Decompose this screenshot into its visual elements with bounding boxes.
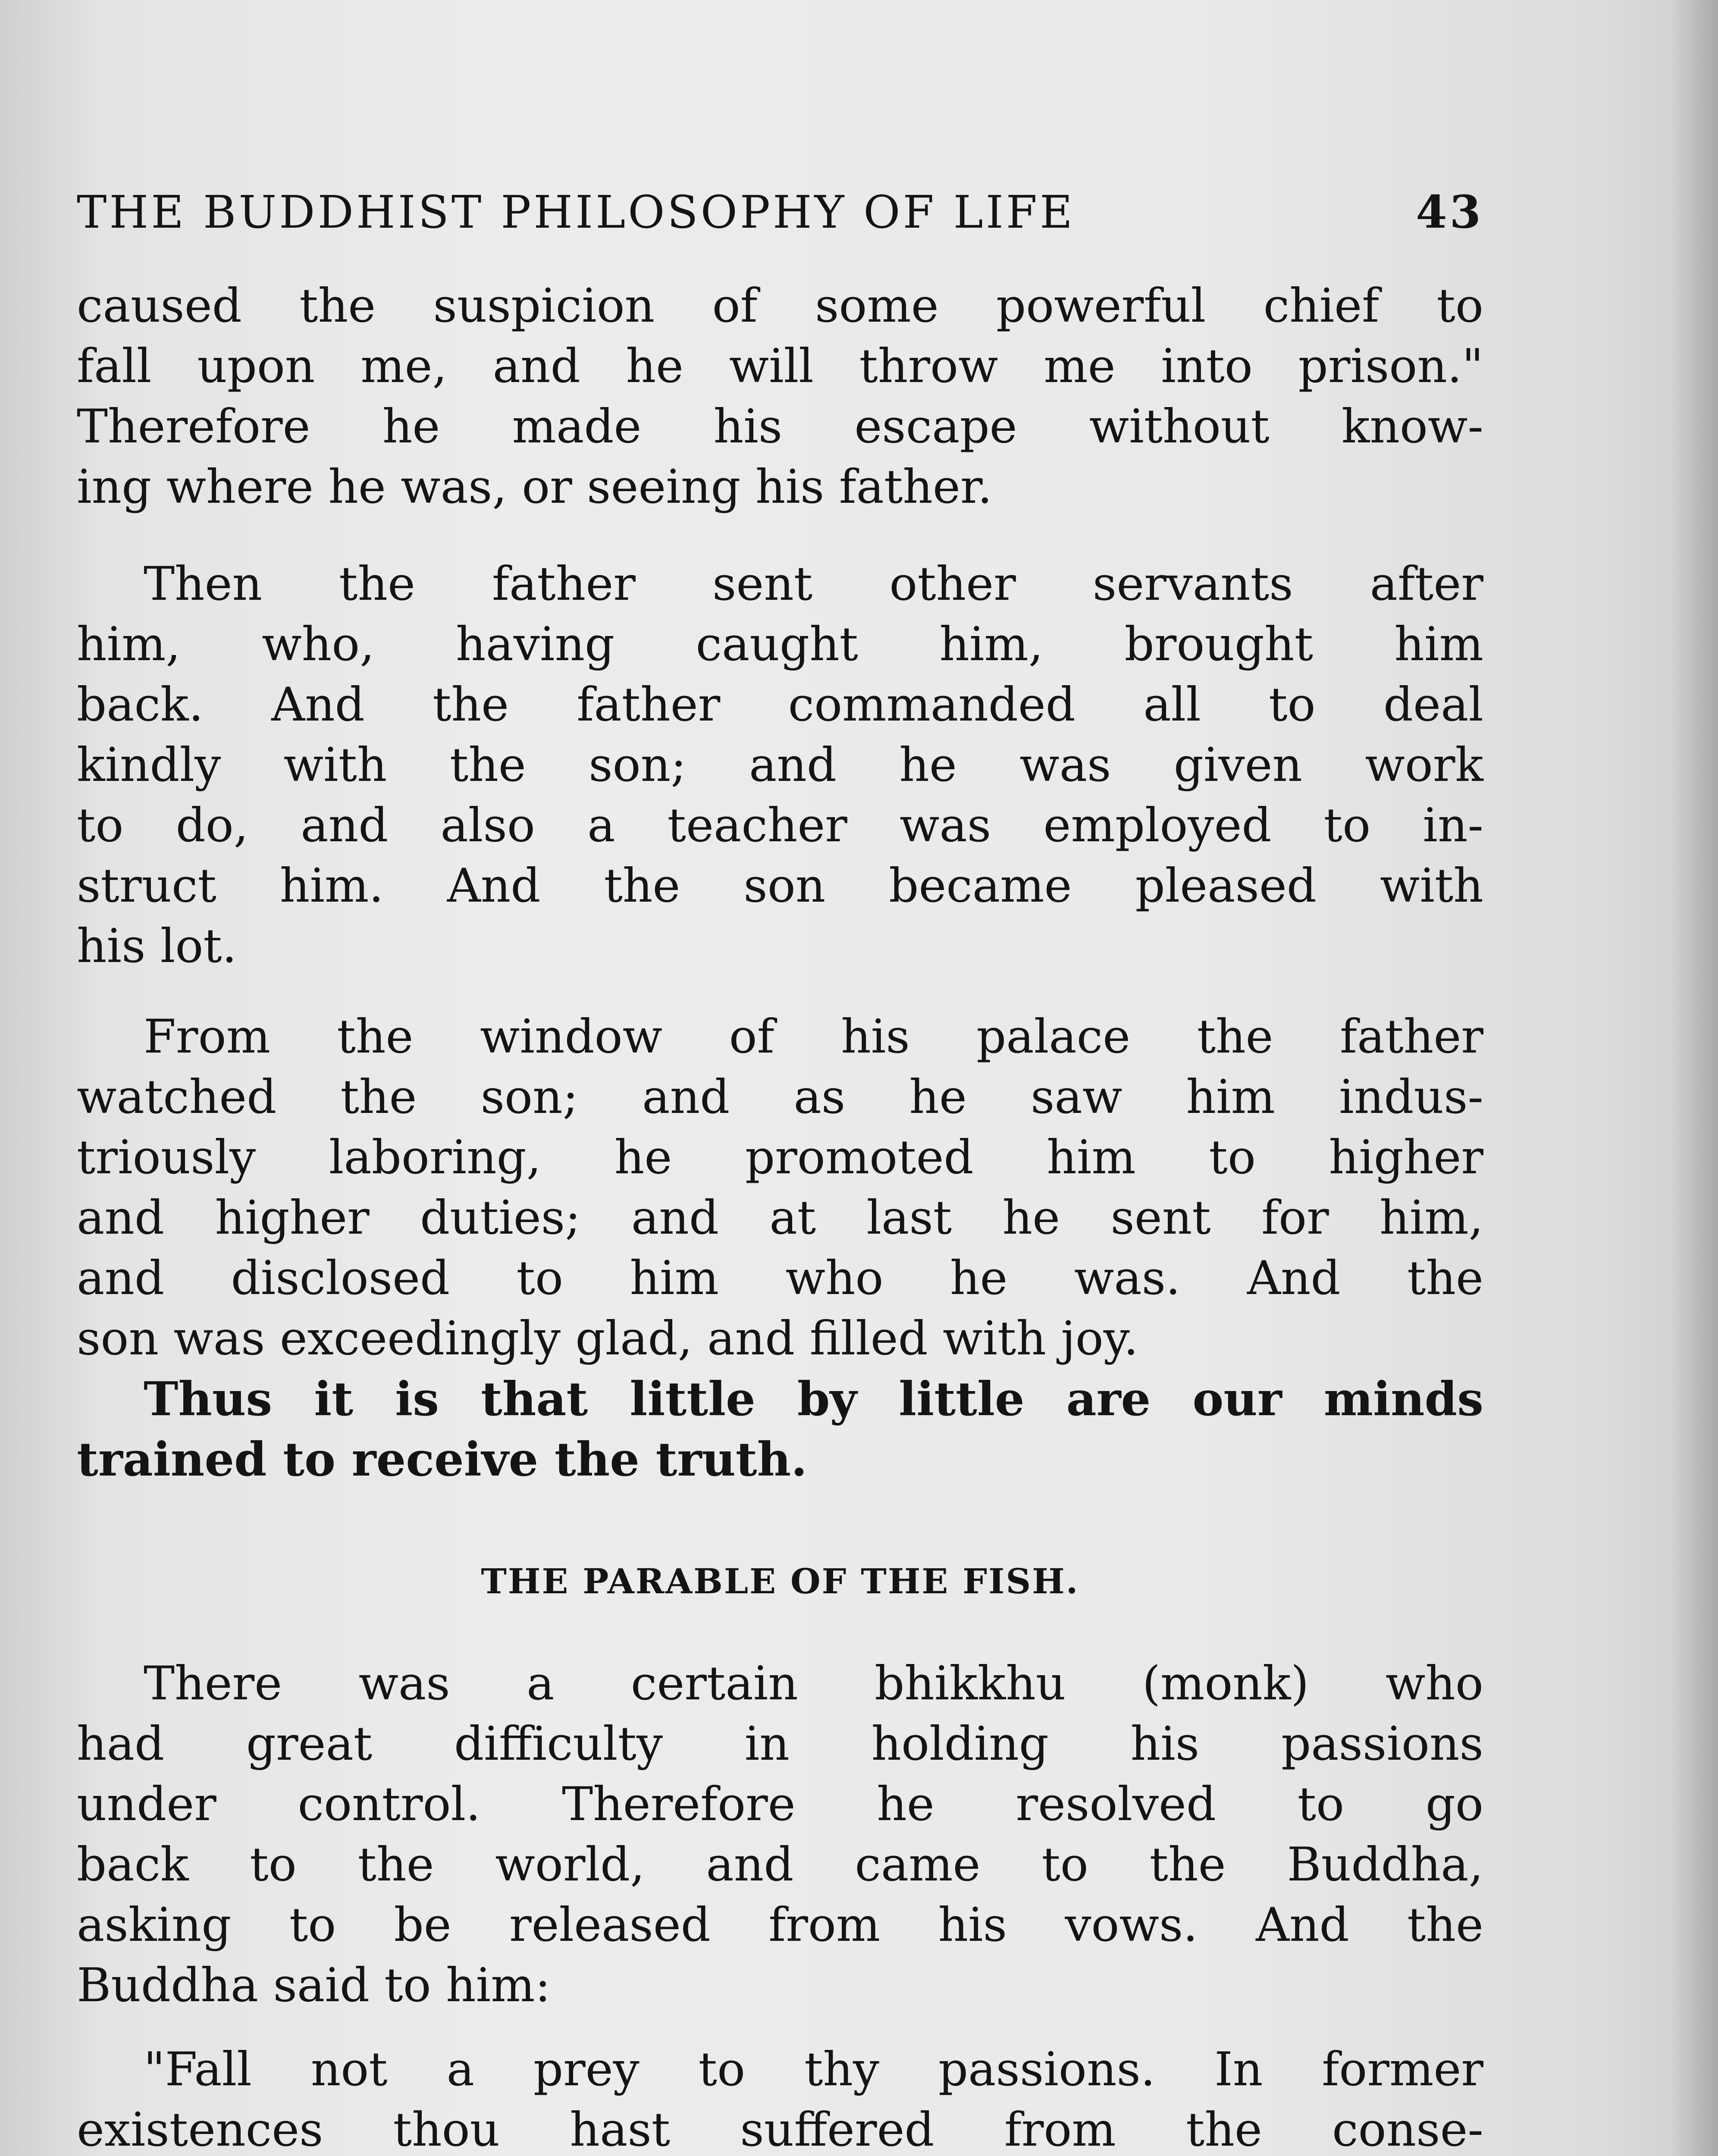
text-line: kindly with the son; and he was given work — [77, 738, 1483, 792]
text-line: him, who, having caught him, brought him — [77, 617, 1483, 671]
text-line: back. And the father commanded all to deal — [77, 678, 1483, 732]
text-line: fall upon me, and he will throw me into prison." — [77, 339, 1483, 393]
text-line: and disclosed to him who he was. And the — [77, 1251, 1483, 1305]
text-line: existences thou hast suffered from the conse- — [77, 2103, 1483, 2156]
running-head-title: THE BUDDHIST PHILOSOPHY OF LIFE — [77, 186, 1075, 238]
text-line: back to the world, and came to the Buddha, — [77, 1838, 1483, 1892]
text-line: trained to receive the truth. — [77, 1432, 807, 1487]
paragraph-moral — [77, 1369, 1483, 1490]
text-line: under control. Therefore he resolved to go — [77, 1777, 1483, 1831]
text-line: "Fall not a prey to thy passions. In former — [144, 2043, 1483, 2096]
paragraph-father-servants — [77, 554, 1483, 977]
paragraph-bhikkhu — [77, 1654, 1483, 2016]
page-number: 43 — [1416, 185, 1483, 238]
text-line: Therefore he made his escape without know- — [77, 400, 1483, 454]
running-head — [77, 185, 1483, 259]
text-line: caused the suspicion of some powerful chief to — [77, 279, 1483, 333]
text-line: and higher duties; and at last he sent for him, — [77, 1191, 1483, 1245]
text-line: son was exceedingly glad, and filled with joy. — [77, 1312, 1138, 1366]
text-line: triously laboring, he promoted him to higher — [77, 1131, 1483, 1185]
text-line: Then the father sent other servants after — [144, 557, 1483, 611]
section-heading: THE PARABLE OF THE FISH. — [481, 1561, 1079, 1601]
text-line: ing where he was, or seeing his father. — [77, 460, 993, 514]
text-line: struct him. And the son became pleased with — [77, 859, 1483, 913]
paragraph-continuation — [77, 276, 1483, 517]
text-line: watched the son; and as he saw him indus- — [77, 1070, 1483, 1124]
text-line: From the window of his palace the father — [144, 1010, 1483, 1064]
paragraph-palace-window — [77, 1007, 1483, 1369]
text-line: to do, and also a teacher was employed to in- — [77, 799, 1483, 852]
text-line: There was a certain bhikkhu (monk) who — [144, 1657, 1483, 1711]
text-line: asking to be released from his vows. And the — [77, 1898, 1483, 1952]
paragraph-buddha-speech — [77, 2040, 1483, 2156]
text-line: had great difficulty in holding his passions — [77, 1717, 1483, 1771]
text-line: Thus it is that little by little are our minds — [144, 1372, 1483, 1426]
text-line: Buddha said to him: — [77, 1959, 551, 2012]
text-line: his lot. — [77, 919, 237, 973]
